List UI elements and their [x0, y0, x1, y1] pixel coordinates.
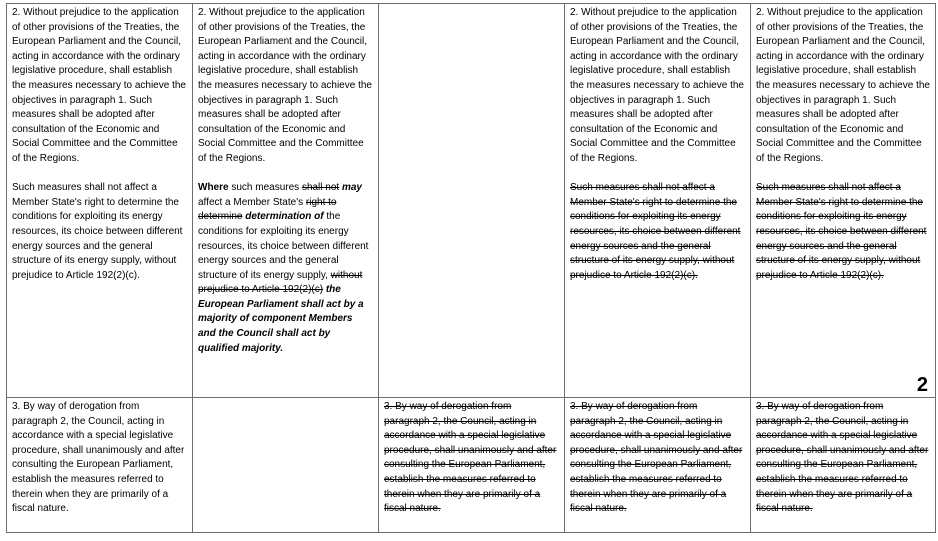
- cell-r2-c5: [751, 398, 936, 533]
- table-row: [7, 4, 936, 398]
- table-row: [7, 398, 936, 533]
- deleted-text: without prejudice to Article 192(2)(c): [198, 269, 363, 296]
- cell-r1-c2: [193, 4, 379, 398]
- cell-r1-c3: [379, 4, 565, 398]
- paragraph-3-text: 3. By way of derogation from paragraph 2, the Council, acting in accordance with a special legislative procedure, shall unanimously and after consulting the European Parliament, establish the measures referred to therein when they are primarily of a fiscal nature.: [12, 401, 185, 515]
- paragraph-2-text: 2. Without prejudice to the application of other provisions of the Treaties, the European Parliament and the Council, acting in accordance with the ordinary legislative procedure, shall establish the measures necessary to achieve the objectives in paragraph 1. Such measures shall be adopted after consultation of the Economic and Social Committee and the Committee of the Regions.: [756, 7, 930, 164]
- deleted-paragraph-3: 3. By way of derogation from paragraph 2, the Council, acting in accordance with a special legislative procedure, shall unanimously and after consulting the European Parliament, establish the measures referred to therein when they are primarily of a fiscal nature.: [756, 401, 929, 515]
- paragraph-2-text: 2. Without prejudice to the application of other provisions of the Treaties, the European Parliament and the Council, acting in accordance with the ordinary legislative procedure, shall establish the measures necessary to achieve the objectives in paragraph 1. Such measures shall be adopted after consultation of the Economic and Social Committee and the Committee of the Regions.: [198, 7, 372, 164]
- inserted-text: Where: [198, 182, 229, 194]
- comparison-table: [6, 3, 936, 533]
- deleted-subparagraph: Such measures shall not affect a Member State's right to determine the conditions for exploiting its energy resources, its choice between different energy sources and the general structure of its energy supply, without prejudice to Article 192(2)(c).: [756, 182, 927, 281]
- cell-r2-c4: [565, 398, 751, 533]
- cell-r1-c4: [565, 4, 751, 398]
- cell-r1-c1: [7, 4, 193, 398]
- deleted-paragraph-3: 3. By way of derogation from paragraph 2, the Council, acting in accordance with a special legislative procedure, shall unanimously and after consulting the European Parliament, establish the measures referred to therein when they are primarily of a fiscal nature.: [570, 401, 743, 515]
- unchanged-text: the conditions for exploiting its energy resources, its choice between different energy sources and the general structure of its energy supply,: [198, 211, 369, 281]
- paragraph-2-text: 2. Without prejudice to the application of other provisions of the Treaties, the European Parliament and the Council, acting in accordance with the ordinary legislative procedure, shall establish the measures necessary to achieve the objectives in paragraph 1. Such measures shall be adopted after consultation of the Economic and Social Committee and the Committee of the Regions.: [12, 7, 186, 164]
- unchanged-text: such measures: [228, 182, 302, 194]
- inserted-text: may: [341, 182, 362, 194]
- paragraph-2-text: 2. Without prejudice to the application of other provisions of the Treaties, the European Parliament and the Council, acting in accordance with the ordinary legislative procedure, shall establish the measures necessary to achieve the objectives in paragraph 1. Such measures shall be adopted after consultation of the Economic and Social Committee and the Committee of the Regions.: [570, 7, 744, 164]
- paragraph-2-subparagraph: Such measures shall not affect a Member State's right to determine the conditions for exploiting its energy resources, its choice between different energy sources and the general structure of its energy supply, without prejudice to Article 192(2)(c).: [12, 182, 183, 281]
- inserted-text: determination of: [245, 211, 324, 223]
- inserted-text: the European Parliament shall act by a majority of component Members and the Council shall act by qualified majority.: [198, 284, 364, 354]
- unchanged-text: affect a Member State's: [198, 196, 306, 208]
- cell-r2-c2: [193, 398, 379, 533]
- deleted-text: shall not: [301, 182, 340, 194]
- cell-r2-c3: [379, 398, 565, 533]
- cell-r2-c1: [7, 398, 193, 533]
- deleted-paragraph-3: 3. By way of derogation from paragraph 2, the Council, acting in accordance with a special legislative procedure, shall unanimously and after consulting the European Parliament, establish the measures referred to therein when they are primarily of a fiscal nature.: [384, 401, 557, 515]
- page-number: 2: [916, 374, 928, 396]
- deleted-text: right to determine: [198, 196, 337, 223]
- cell-r1-c5: [751, 4, 936, 398]
- amended-subparagraph: [198, 181, 373, 356]
- deleted-subparagraph: Such measures shall not affect a Member State's right to determine the conditions for exploiting its energy resources, its choice between different energy sources and the general structure of its energy supply, without prejudice to Article 192(2)(c).: [570, 182, 741, 281]
